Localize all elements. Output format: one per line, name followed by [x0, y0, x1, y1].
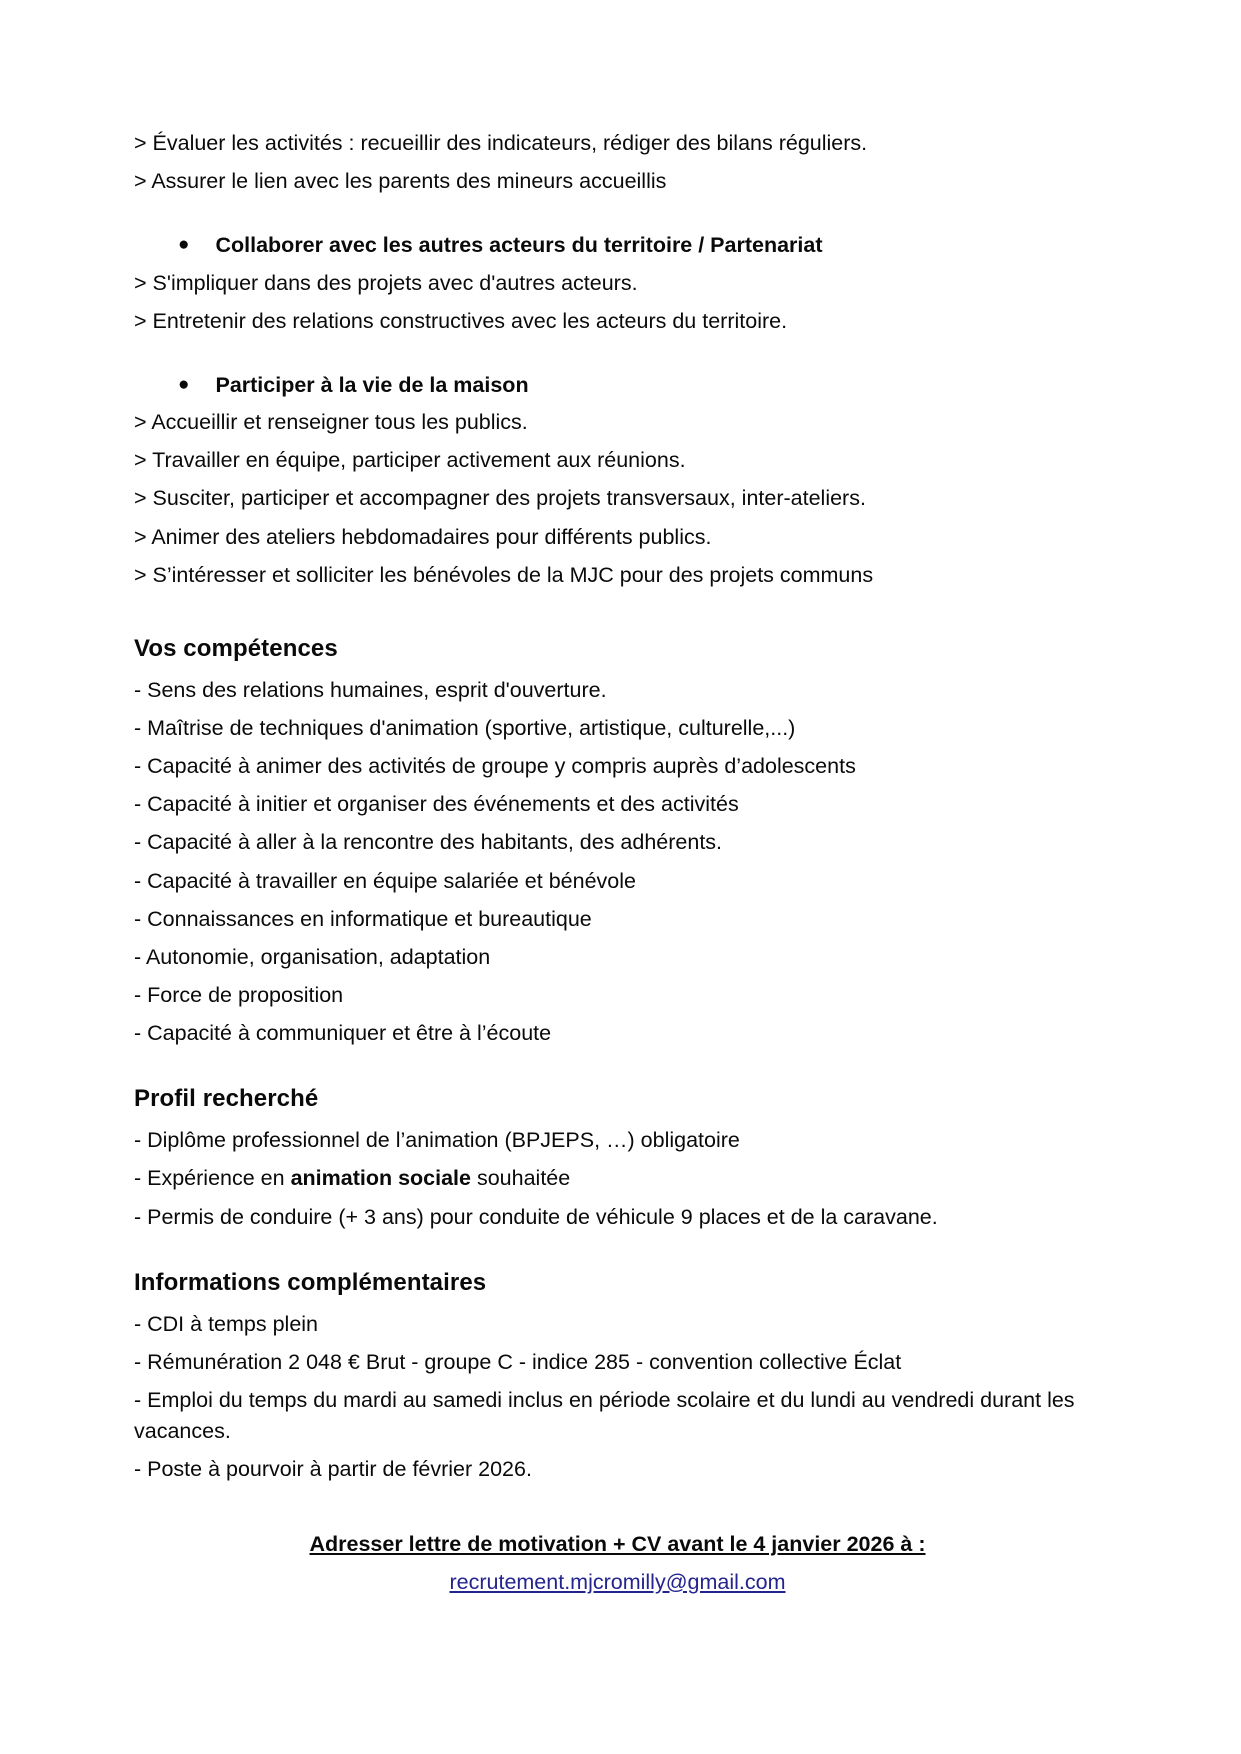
info-line: - Emploi du temps du mardi au samedi inclus en période scolaire et du lundi au vendredi durant les vacances.	[134, 1387, 1081, 1444]
task-line: > Entretenir des relations constructives avec les acteurs du territoire.	[134, 308, 788, 333]
skill-line: - Capacité à aller à la rencontre des habitants, des adhérents.	[134, 830, 723, 855]
closing-call-to-action: Adresser lettre de motivation + CV avant le 4 janvier 2026 à :	[309, 1532, 926, 1557]
spacer	[134, 598, 1101, 632]
task-line: > Travailler en équipe, participer activement aux réunions.	[134, 448, 686, 473]
experience-emphasis: animation sociale	[290, 1166, 471, 1191]
task-line: > Évaluer les activités : recueillir des indicateurs, rédiger des bilans réguliers.	[134, 131, 868, 155]
skill-line: - Capacité à travailler en équipe salariée et bénévole	[134, 868, 636, 893]
skill-line: - Force de proposition	[134, 983, 344, 1008]
task-line: > Animer des ateliers hebdomadaires pour différents publics.	[134, 524, 712, 549]
spacer	[134, 204, 1101, 230]
skill-line: - Capacité à communiquer et être à l’écoute	[134, 1021, 552, 1046]
bullet-heading-partenariat	[134, 230, 1101, 261]
task-line: > S'impliquer dans des projets avec d'autres acteurs.	[134, 270, 638, 295]
task-line: > Susciter, participer et accompagner des projets transversaux, inter-ateliers.	[134, 486, 866, 511]
skill-line: - Maîtrise de techniques d'animation (sportive, artistique, culturelle,...)	[134, 715, 796, 740]
bullet-heading-label: Participer à la vie de la maison	[215, 372, 529, 397]
profile-line: - Diplôme professionnel de l’animation (BPJEPS, …) obligatoire	[134, 1128, 740, 1153]
bullet-dot-icon: ●	[178, 373, 190, 395]
task-line: > Accueillir et renseigner tous les publics.	[134, 410, 528, 435]
section-title-competences: Vos compétences	[134, 634, 338, 662]
contact-email-link[interactable]: recrutement.mjcromilly@gmail.com	[449, 1569, 786, 1594]
skill-line: - Connaissances en informatique et bureautique	[134, 906, 592, 931]
task-line: > S’intéresser et solliciter les bénévoles de la MJC pour des projets communs	[134, 562, 874, 587]
profile-line: - Permis de conduire (+ 3 ans) pour conduite de véhicule 9 places et de la caravane.	[134, 1204, 938, 1229]
closing-block	[134, 1529, 1101, 1597]
profile-line-experience	[134, 1163, 1101, 1194]
info-line: - CDI à temps plein	[134, 1311, 319, 1336]
bullet-heading-label: Collaborer avec les autres acteurs du territoire / Partenariat	[215, 233, 823, 258]
spacer	[134, 1056, 1101, 1082]
info-line: - Rémunération 2 048 € Brut - groupe C - indice 285 - convention collective Éclat	[134, 1349, 902, 1374]
document-body	[134, 128, 1101, 1598]
skill-line: - Capacité à animer des activités de groupe y compris auprès d’adolescents	[134, 754, 856, 779]
section-title-informations: Informations complémentaires	[134, 1268, 487, 1296]
task-line: > Assurer le lien avec les parents des mineurs accueillis	[134, 169, 667, 194]
experience-prefix: - Expérience en	[134, 1166, 291, 1191]
spacer	[134, 344, 1101, 370]
skill-line: - Autonomie, organisation, adaptation	[134, 944, 491, 969]
closing-email-wrapper	[134, 1561, 1101, 1598]
experience-suffix: souhaitée	[470, 1166, 571, 1191]
closing-call-to-action-wrapper	[134, 1529, 1101, 1560]
skill-line: - Sens des relations humaines, esprit d'ouverture.	[134, 677, 607, 702]
bullet-heading-vie-maison	[134, 370, 1101, 401]
section-title-profil: Profil recherché	[134, 1085, 319, 1113]
bullet-dot-icon: ●	[178, 234, 190, 256]
spacer	[134, 1240, 1101, 1266]
skill-line: - Capacité à initier et organiser des événements et des activités	[134, 792, 739, 817]
info-line: - Poste à pourvoir à partir de février 2026.	[134, 1457, 532, 1482]
